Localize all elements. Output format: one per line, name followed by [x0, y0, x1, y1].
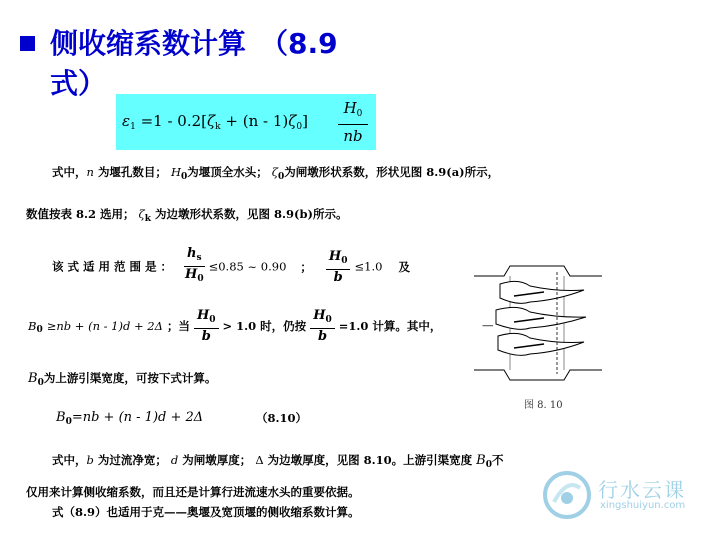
title-line-2: 式） [50, 67, 107, 100]
watermark-name: 行水云课 [598, 478, 686, 502]
figure-dash: — [482, 318, 494, 332]
formula-equals: =1 - 0.2[ [140, 112, 208, 130]
formula-8-9-box [116, 94, 376, 150]
page-title [50, 24, 410, 104]
epsilon-symbol: ε [122, 112, 131, 130]
title-bullet [20, 36, 35, 51]
paragraph-3: 式中，b 为过流净宽； d 为闸墩厚度； Δ 为边墩厚度，见图 8.10。上游引渠宽度 $B_0$不 [52, 453, 504, 470]
watermark-url: xingshuiyun.com [600, 500, 686, 511]
paragraph-1: 式中，n 为堰孔数目； $H_0$为堰顶全水头； $\zeta_0$为闸墩形状系数，形状见图 8.9(a)所示， [52, 165, 500, 182]
h0-over-b-fraction: $\frac{H_0}{b}$ [326, 249, 351, 285]
paragraph-4: 仅用来计算侧收缩系数，而且还是计算行进流速水头的重要依据。 [26, 485, 360, 499]
h0-over-b-fraction-2: $\frac{H_0}{b}$ [194, 308, 219, 344]
formula-8-9: $\varepsilon_1 =1 - 0.2[\zeta_k + (n - 1)\zeta_0]$ [122, 112, 308, 132]
hs-over-h0-fraction: $\frac{h_s}{H_0}$ [185, 246, 204, 284]
condition-line: $B_0 \ge nb + (n - 1)d + 2\Delta$ ；当 $\frac{H_0}{b}$ > 1.0 时，仍按 $\frac{H_0}{b}$ =1.0 计算。其中， [28, 308, 442, 344]
figure-8-10-caption: 图 8. 10 [524, 400, 563, 411]
applicability-range: 该 式 适 用 范 围 是 ： $\frac{h_s}{H_0}$ ≤0.85 ~ 0.90 ； $\frac{H_0}{b}$ ≤1.0 及 [52, 246, 472, 287]
h0-over-b-fraction-3: $\frac{H_0}{b}$ [310, 308, 335, 344]
figure-8-10-diagram [474, 262, 604, 384]
b0-description: $B_0$为上游引渠宽度，可按下式计算。 [28, 371, 217, 388]
formula-8-10-label: （8.10） [256, 411, 308, 425]
formula-8-9-fraction: $H_0$ nb [338, 98, 368, 147]
formula-8-10: $B_0=nb + (n - 1)d + 2\Delta$ [56, 410, 204, 427]
paragraph-5: 式（8.9）也适用于克——奥堰及宽顶堰的侧收缩系数计算。 [52, 505, 360, 519]
paragraph-2: 数值按表 8.2 选用； $\zeta_k$ 为边墩形状系数，见图 8.9(b)所示。 [26, 207, 348, 224]
title-line-1: 侧收缩系数计算 （8.9 [50, 27, 338, 60]
watermark-logo-icon [540, 468, 594, 522]
